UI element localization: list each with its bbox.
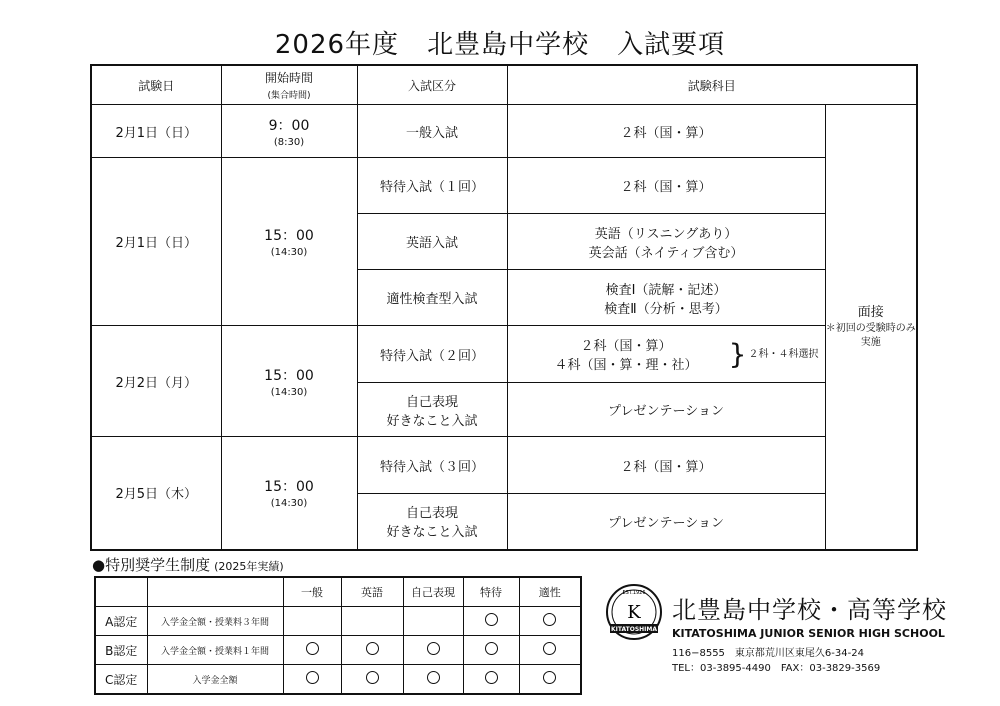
scholarship-table <box>94 576 582 695</box>
exam-date: 2月1日（日） <box>91 158 221 326</box>
circle-mark-icon <box>543 642 556 655</box>
exam-time: 15：00 (14:30) <box>221 158 357 326</box>
svg-text:K: K <box>627 602 641 623</box>
col-tokutai: 特待 <box>463 577 519 607</box>
level-label: C認定 <box>95 665 147 695</box>
level-label: A認定 <box>95 607 147 636</box>
school-address-block <box>672 646 947 676</box>
header-subjects: 試験科目 <box>507 65 917 105</box>
scholarship-row <box>95 665 581 695</box>
scholarship-header-row <box>95 577 581 607</box>
exam-category: 適性検査型入試 <box>357 270 507 326</box>
circle-mark-icon <box>306 671 319 684</box>
exam-subjects: プレゼンテーション <box>507 383 825 437</box>
exam-category: 英語入試 <box>357 214 507 270</box>
exam-subjects: ２科（国・算） ４科（国・算・理・社） } ２科・４科選択 <box>507 326 825 383</box>
exam-subjects: ２科（国・算） <box>507 158 825 214</box>
title-school: 北豊島中学校 <box>427 30 590 60</box>
level-desc: 入学金全額・授業料３年間 <box>147 607 283 636</box>
exam-category: 特待入試（１回） <box>357 158 507 214</box>
level-desc: 入学金全額 <box>147 665 283 695</box>
scholarship-title: ●特別奨学生制度 (2025年実績) <box>92 556 284 574</box>
school-logo <box>604 582 664 642</box>
col-ippan: 一般 <box>283 577 341 607</box>
school-name-jp: 北豊島中学校・高等学校 <box>672 596 947 624</box>
mark-cell <box>341 607 403 636</box>
exam-subjects: 検査Ⅰ（読解・記述） 検査Ⅱ（分析・思考） <box>507 270 825 326</box>
table-row <box>91 158 917 214</box>
exam-subjects: ２科（国・算） <box>507 105 825 158</box>
exam-date: 2月1日（日） <box>91 105 221 158</box>
mark-cell <box>283 607 341 636</box>
circle-mark-icon <box>485 613 498 626</box>
mark-cell <box>403 665 463 695</box>
table-row <box>91 105 917 158</box>
interview-cell: 面接 ＊初回の受験時のみ実施 <box>825 105 917 550</box>
circle-mark-icon <box>427 642 440 655</box>
circle-mark-icon <box>306 642 319 655</box>
level-label: B認定 <box>95 636 147 665</box>
school-contact: TEL：03-3895-4490 FAX：03-3829-3569 <box>672 663 881 674</box>
table-row <box>91 326 917 383</box>
blank-cell <box>147 577 283 607</box>
exam-time: 15：00 (14:30) <box>221 437 357 550</box>
exam-date: 2月5日（木） <box>91 437 221 550</box>
school-name-en: KITATOSHIMA JUNIOR SENIOR HIGH SCHOOL <box>672 627 945 640</box>
mark-cell <box>341 636 403 665</box>
exam-category: 一般入試 <box>357 105 507 158</box>
circle-mark-icon <box>366 642 379 655</box>
blank-cell <box>95 577 147 607</box>
mark-cell <box>519 607 581 636</box>
exam-category: 自己表現 好きなこと入試 <box>357 383 507 437</box>
school-address: 116−8555 東京都荒川区東尾久6-34-24 <box>672 648 864 659</box>
mark-cell <box>519 636 581 665</box>
mark-cell <box>283 636 341 665</box>
header-category: 入試区分 <box>357 65 507 105</box>
exam-subjects: 英語（リスニングあり） 英会話（ネイティブ含む） <box>507 214 825 270</box>
mark-cell <box>403 636 463 665</box>
exam-time: 9：00 (8:30) <box>221 105 357 158</box>
school-info <box>672 590 947 676</box>
circle-mark-icon <box>366 671 379 684</box>
exam-date: 2月2日（月） <box>91 326 221 437</box>
mark-cell <box>519 665 581 695</box>
mark-cell <box>463 607 519 636</box>
exam-subjects: プレゼンテーション <box>507 494 825 550</box>
title-doc: 入試要項 <box>617 30 726 60</box>
logo-est: EST.1926 <box>622 590 646 596</box>
col-jiko: 自己表現 <box>403 577 463 607</box>
page-title <box>0 24 1000 61</box>
mark-cell <box>403 607 463 636</box>
exam-schedule-table <box>90 64 918 551</box>
circle-mark-icon <box>543 671 556 684</box>
exam-subjects: ２科（国・算） <box>507 437 825 494</box>
title-year: 2026年度 <box>274 30 400 60</box>
mark-cell <box>283 665 341 695</box>
scholarship-row <box>95 636 581 665</box>
level-desc: 入学金全額・授業料１年間 <box>147 636 283 665</box>
header-date: 試験日 <box>91 65 221 105</box>
scholarship-row <box>95 607 581 636</box>
circle-mark-icon <box>485 642 498 655</box>
table-row <box>91 437 917 494</box>
mark-cell <box>463 665 519 695</box>
exam-category: 自己表現 好きなこと入試 <box>357 494 507 550</box>
exam-category: 特待入試（３回） <box>357 437 507 494</box>
col-eigo: 英語 <box>341 577 403 607</box>
header-time: 開始時間 (集合時間) <box>221 65 357 105</box>
logo-text: KITATOSHIMA <box>610 626 658 633</box>
brace-note: } ２科・４科選択 <box>728 337 819 371</box>
exam-category: 特待入試（２回） <box>357 326 507 383</box>
mark-cell <box>463 636 519 665</box>
mark-cell <box>341 665 403 695</box>
exam-time: 15：00 (14:30) <box>221 326 357 437</box>
col-tekisei: 適性 <box>519 577 581 607</box>
circle-mark-icon <box>485 671 498 684</box>
header-row <box>91 65 917 105</box>
circle-mark-icon <box>543 613 556 626</box>
circle-mark-icon <box>427 671 440 684</box>
